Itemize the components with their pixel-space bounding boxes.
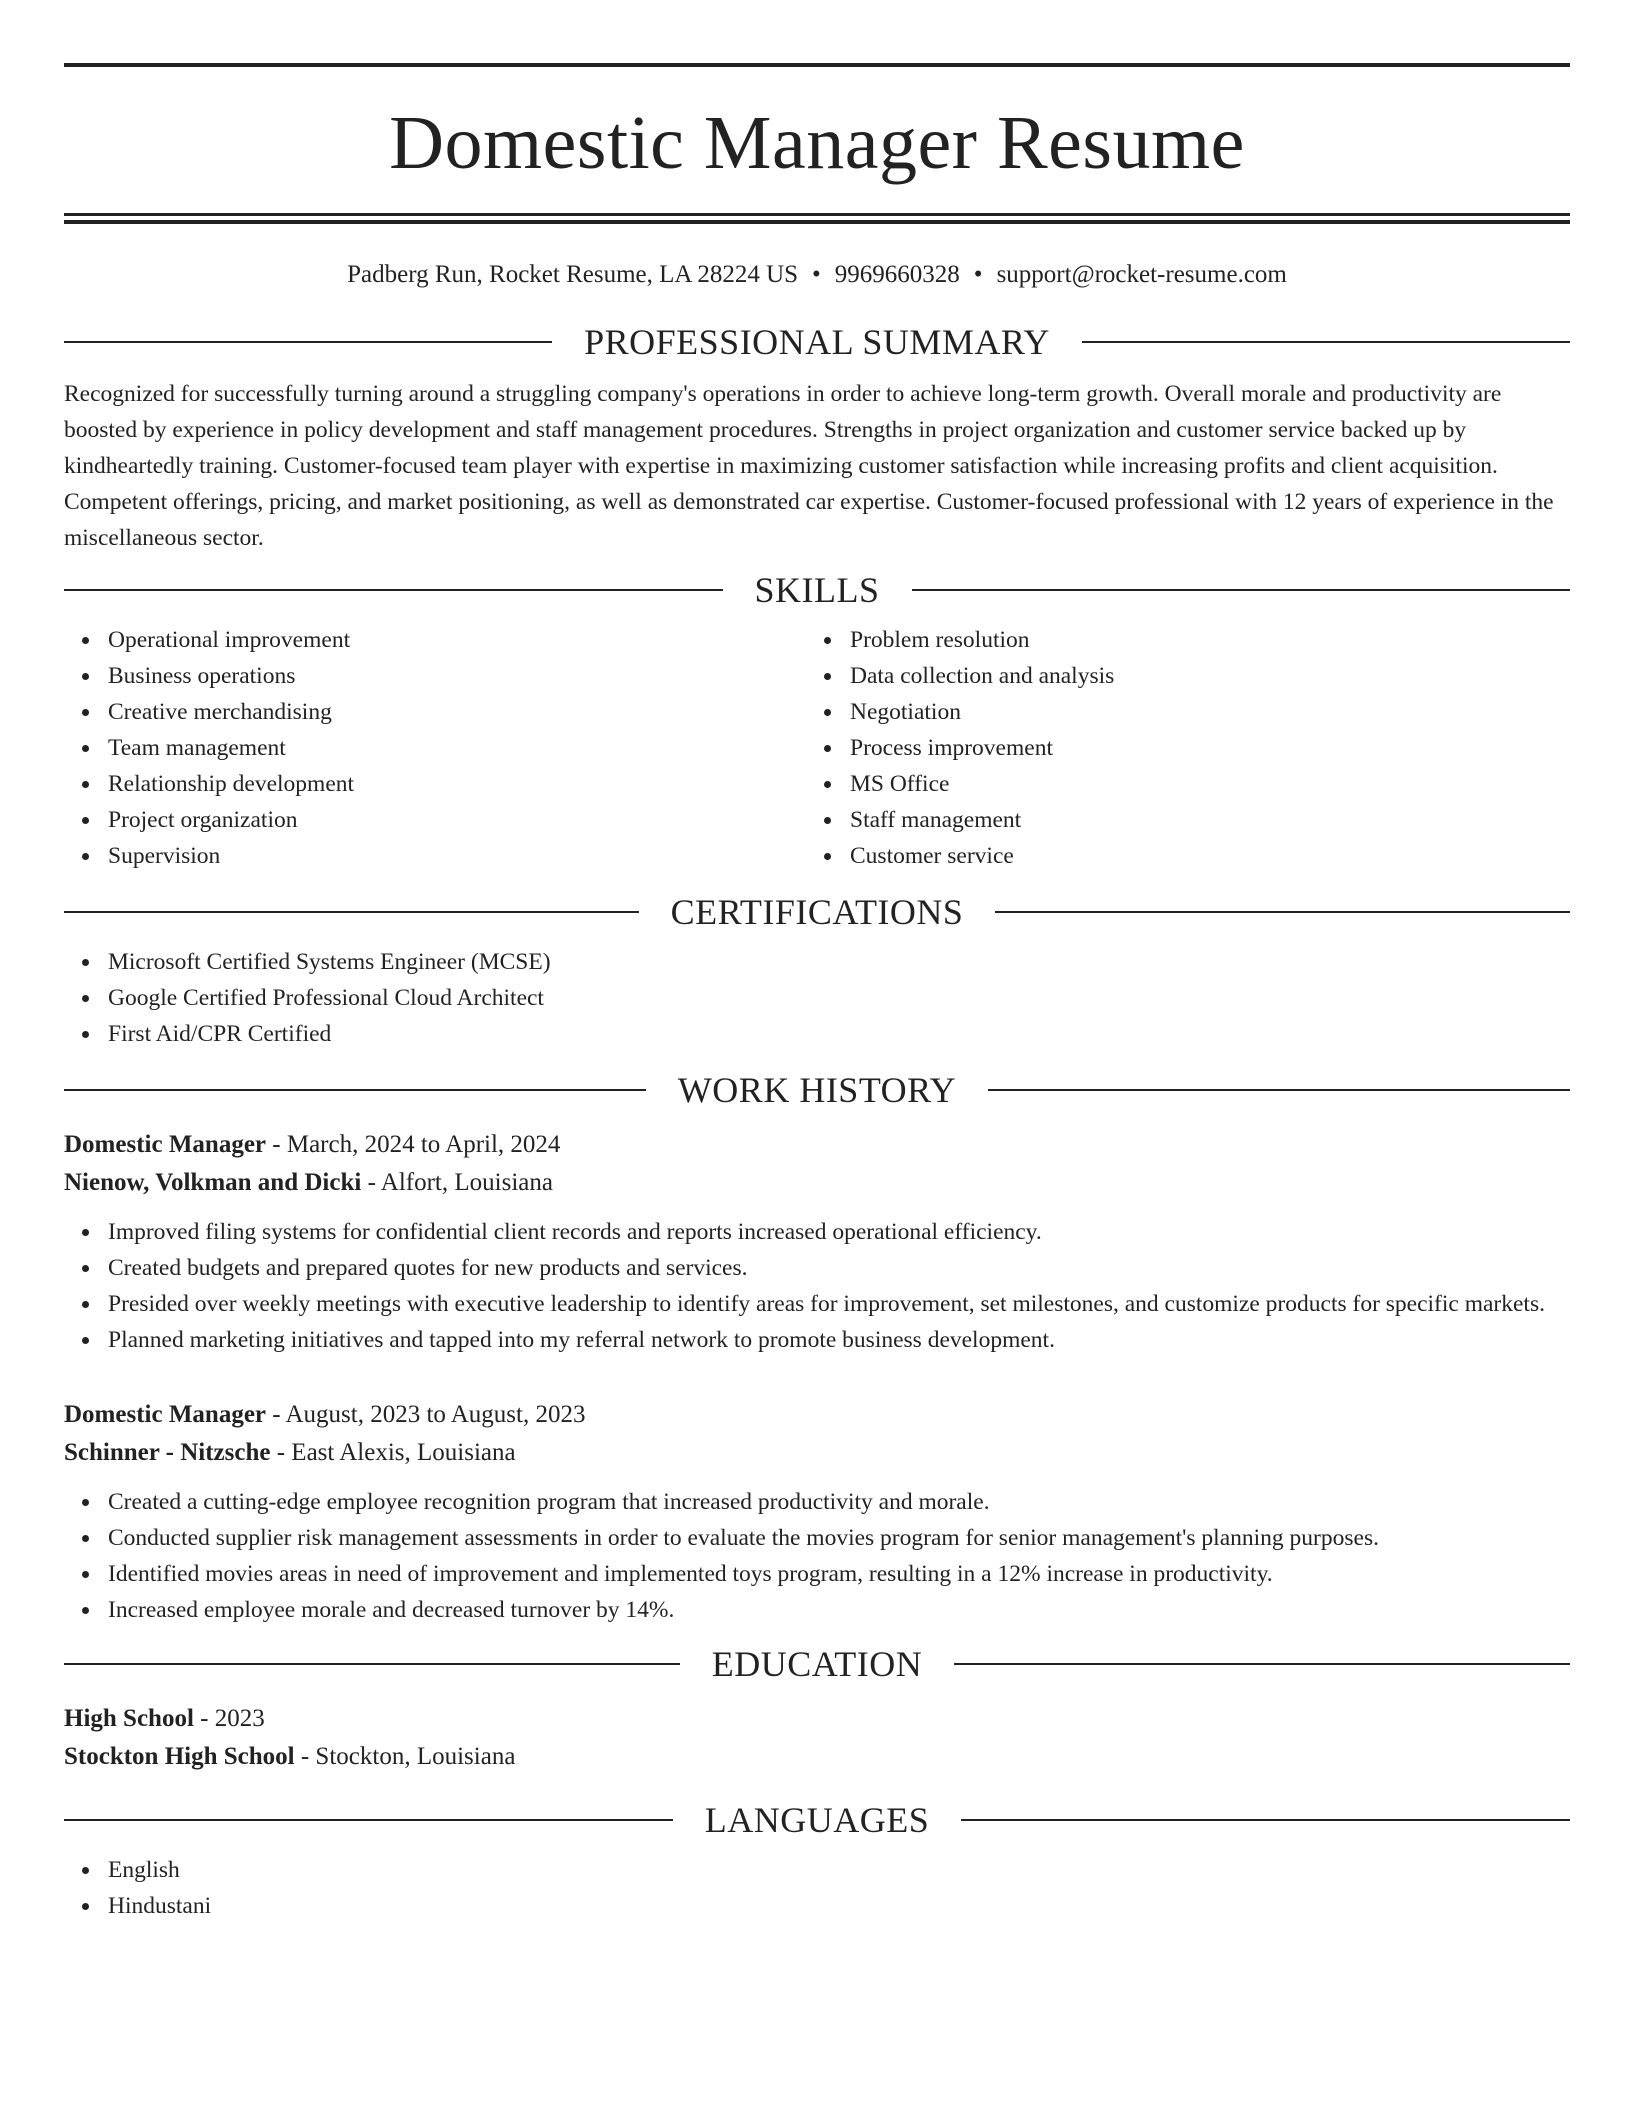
skill-item: Problem resolution	[806, 622, 1548, 658]
skill-item: Process improvement	[806, 730, 1548, 766]
job-bullet: Improved filing systems for confidential client records and reports increased operational efficiency.	[64, 1214, 1570, 1250]
skill-item: Customer service	[806, 838, 1548, 874]
section-header-education	[64, 1642, 1570, 1686]
section-rule	[995, 911, 1570, 913]
section-rule	[912, 589, 1571, 591]
contact-separator: •	[812, 261, 821, 288]
section-rule	[64, 341, 552, 343]
job-bullet: Created budgets and prepared quotes for new products and services.	[64, 1250, 1570, 1286]
resume-page	[64, 0, 1570, 1924]
section-rule	[954, 1663, 1570, 1665]
skill-item: Data collection and analysis	[806, 658, 1548, 694]
section-title-skills: SKILLS	[754, 570, 880, 610]
section-title-summary: PROFESSIONAL SUMMARY	[584, 322, 1050, 362]
job-bullet: Conducted supplier risk management assessments in order to evaluate the movies program for senior management's planning purposes.	[64, 1520, 1570, 1556]
certification-item: Microsoft Certified Systems Engineer (MCSE)	[64, 944, 1570, 980]
section-rule	[64, 1089, 646, 1091]
contact-phone: 9969660328	[834, 261, 960, 288]
job-entry	[64, 1396, 1570, 1628]
job-location: - Alfort, Louisiana	[361, 1169, 553, 1196]
skill-item: Operational improvement	[64, 622, 806, 658]
skill-item: Negotiation	[806, 694, 1548, 730]
section-title-work-history: WORK HISTORY	[677, 1070, 957, 1110]
job-company: Schinner - Nitzsche	[64, 1439, 271, 1466]
contact-line	[64, 260, 1570, 290]
language-item: English	[64, 1852, 1570, 1888]
job-dates: - August, 2023 to August, 2023	[266, 1401, 586, 1428]
education-degree-line	[64, 1700, 1570, 1738]
skills-columns	[64, 622, 1570, 874]
skill-item: MS Office	[806, 766, 1548, 802]
job-title: Domestic Manager	[64, 1401, 267, 1428]
certifications-list	[64, 944, 1570, 1052]
skill-item: Supervision	[64, 838, 806, 874]
skill-item: Business operations	[64, 658, 806, 694]
job-bullet: Identified movies areas in need of improvement and implemented toys program, resulting in a 12% increase in productivity.	[64, 1556, 1570, 1592]
job-title-line	[64, 1126, 1570, 1164]
job-title-line	[64, 1396, 1570, 1434]
section-rule	[961, 1819, 1570, 1821]
certification-item: First Aid/CPR Certified	[64, 1016, 1570, 1052]
skill-item: Creative merchandising	[64, 694, 806, 730]
job-bullet: Planned marketing initiatives and tapped into my referral network to promote business development.	[64, 1322, 1570, 1358]
education-location: - Stockton, Louisiana	[294, 1743, 516, 1770]
section-rule	[64, 589, 723, 591]
skills-list-left	[64, 622, 806, 874]
education-degree: High School	[64, 1705, 194, 1732]
contact-email: support@rocket-resume.com	[996, 261, 1287, 288]
section-rule	[64, 1663, 680, 1665]
section-header-skills	[64, 568, 1570, 612]
skill-item: Project organization	[64, 802, 806, 838]
section-title-languages: LANGUAGES	[704, 1800, 930, 1840]
contact-address: Padberg Run, Rocket Resume, LA 28224 US	[347, 261, 799, 288]
section-title-education: EDUCATION	[711, 1644, 923, 1684]
skills-list-right	[806, 622, 1548, 874]
contact-separator: •	[973, 261, 983, 288]
resume-title: Domestic Manager Resume	[389, 101, 1245, 185]
job-bullets	[64, 1214, 1570, 1358]
job-company-line	[64, 1164, 1570, 1202]
certification-item: Google Certified Professional Cloud Architect	[64, 980, 1570, 1016]
section-header-work-history	[64, 1068, 1570, 1112]
section-rule	[1082, 341, 1570, 343]
skill-item: Relationship development	[64, 766, 806, 802]
section-rule	[64, 911, 639, 913]
job-company-line	[64, 1434, 1570, 1472]
languages-list	[64, 1852, 1570, 1924]
job-entry	[64, 1126, 1570, 1358]
skill-item: Staff management	[806, 802, 1548, 838]
section-rule	[64, 1819, 673, 1821]
section-header-languages	[64, 1798, 1570, 1842]
job-bullet: Increased employee morale and decreased turnover by 14%.	[64, 1592, 1570, 1628]
education-entry	[64, 1700, 1570, 1776]
job-dates: - March, 2024 to April, 2024	[266, 1131, 561, 1158]
job-bullet: Presided over weekly meetings with executive leadership to identify areas for improvement, set milestones, and customize products for specific markets.	[64, 1286, 1570, 1322]
summary-text: Recognized for successfully turning around a struggling company's operations in order to achieve long-term growth. Overall morale and productivity are boosted by experience in policy development and staff management procedures. Strengths in project organization and customer service backed up by kindheartedly training. Customer-focused team player with expertise in maximizing customer satisfaction while increasing profits and client acquisition. Competent offerings, pricing, and market positioning, as well as demonstrated car expertise. Customer-focused professional with 12 years of experience in the miscellaneous sector.	[64, 381, 1554, 551]
top-rule	[64, 63, 1570, 67]
job-title: Domestic Manager	[64, 1131, 267, 1158]
education-school-line	[64, 1738, 1570, 1776]
education-year: - 2023	[193, 1705, 265, 1732]
title-double-rule	[64, 213, 1570, 224]
language-item: Hindustani	[64, 1888, 1570, 1924]
section-header-certifications	[64, 890, 1570, 934]
section-title-certifications: CERTIFICATIONS	[670, 892, 964, 932]
job-bullets	[64, 1484, 1570, 1628]
job-bullet: Created a cutting-edge employee recognition program that increased productivity and morale.	[64, 1484, 1570, 1520]
job-location: - East Alexis, Louisiana	[270, 1439, 516, 1466]
section-rule	[988, 1089, 1570, 1091]
section-header-summary	[64, 320, 1570, 364]
education-school: Stockton High School	[64, 1743, 295, 1770]
skill-item: Team management	[64, 730, 806, 766]
job-company: Nienow, Volkman and Dicki	[64, 1169, 362, 1196]
